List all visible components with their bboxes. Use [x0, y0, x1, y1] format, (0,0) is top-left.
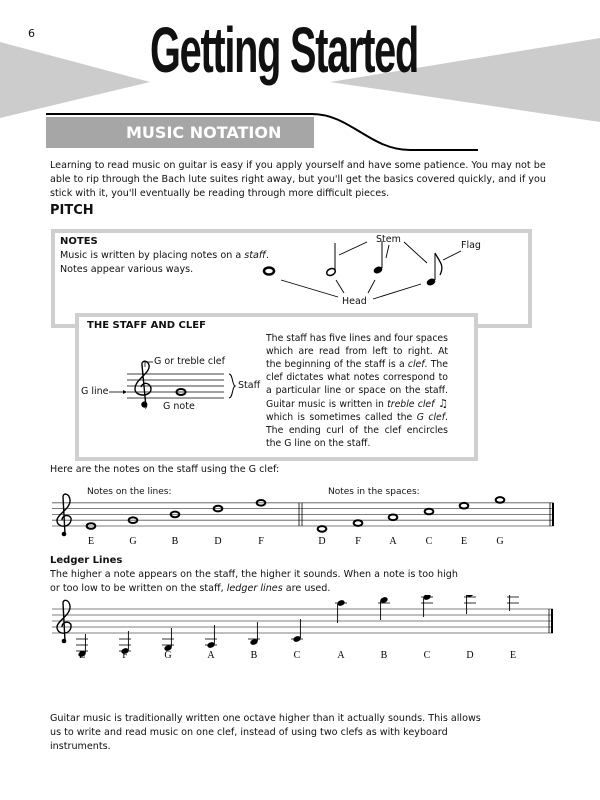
intro-paragraph: Learning to read music on guitar is easy if you apply yourself and have some patience. You may not be able to rip through the Bach lute suites right away, but you'll get the basics covered quickly, and if you stick with it, you'll eventually be reading through more difficult pieces. — [50, 160, 546, 199]
flag-icon — [435, 253, 442, 275]
notes-heading: NOTES — [60, 236, 98, 247]
head-label: Head — [342, 296, 367, 307]
g-note-label: G note — [163, 401, 195, 412]
note-label: A — [337, 650, 345, 661]
staff-clef-heading: THE STAFF AND CLEF — [87, 320, 206, 331]
note-label: E — [78, 650, 86, 661]
note-label: C — [293, 650, 301, 661]
note-label: E — [509, 650, 517, 661]
inline-treble-clef-icon: ♫ — [434, 397, 449, 410]
staff-and-clef-box — [75, 313, 478, 461]
note-label: G — [164, 650, 172, 661]
whole-note-icon — [264, 268, 274, 275]
note-label: F — [122, 650, 128, 661]
whole-note — [354, 520, 363, 526]
note-label: C — [423, 650, 431, 661]
ledger-staff — [0, 595, 600, 670]
text-em: treble clef — [387, 399, 435, 410]
note-label: F — [355, 536, 361, 547]
text: . The ending curl of the clef encircles the G line on the staff. — [266, 412, 448, 449]
spaces-label: Notes in the spaces: — [328, 487, 420, 497]
text: The higher a note appears on the staff, the higher it sounds. When a note is too high or too low to be written on the staff, — [50, 569, 458, 594]
staff-clef-paragraph — [266, 332, 448, 450]
left-banner-shape — [0, 42, 150, 118]
note-label: C — [425, 536, 433, 547]
text-em: G clef — [416, 412, 446, 423]
whole-note — [389, 515, 398, 521]
text: . — [265, 250, 269, 261]
note-label: A — [389, 536, 397, 547]
text: The staff has five lines and four spaces which are read from left to right. At the beginning of the staff is a — [266, 333, 448, 370]
note-types-diagram — [55, 233, 530, 325]
note-label: G — [129, 536, 137, 547]
note-label: D — [318, 536, 326, 547]
note-label: G — [496, 536, 504, 547]
staff-label: Staff — [238, 380, 261, 391]
note-label: D — [214, 536, 222, 547]
note-label: D — [466, 650, 474, 661]
page-title: Getting Started — [150, 14, 418, 86]
ledger-paragraph — [50, 568, 470, 596]
text-em: clef — [407, 359, 425, 370]
note-label: B — [171, 536, 179, 547]
note-label: B — [380, 650, 388, 661]
text: . The clef dictates what notes correspond to a particular line or space on the staff. Guitar music is written in — [266, 359, 448, 410]
g-line-label: G line — [81, 386, 109, 397]
flag-label: Flag — [461, 240, 481, 251]
whole-note — [460, 503, 469, 509]
g-clef-label: G or treble clef — [154, 356, 225, 367]
text: are used. — [282, 583, 331, 594]
lines-label: Notes on the lines: — [87, 487, 172, 497]
text-em: staff — [244, 250, 266, 261]
clef-dot — [62, 639, 67, 644]
outro-paragraph: Guitar music is traditionally written one octave higher than it actually sounds. This allows us to write and read music on one clef, instead of using two clefs as with keyboard instruments. — [50, 713, 481, 752]
note-label: F — [258, 536, 264, 547]
ledger-heading: Ledger Lines — [50, 555, 123, 566]
text-em: ledger lines — [226, 583, 283, 594]
stem-label: Stem — [376, 234, 401, 245]
notes-text-2: Notes appear various ways. — [60, 264, 194, 275]
text: which is sometimes called the — [266, 412, 417, 423]
whole-note — [318, 526, 327, 532]
whole-note — [425, 509, 434, 515]
staff-intro: Here are the notes on the staff using the G clef: — [50, 464, 280, 475]
pitch-heading: PITCH — [50, 203, 94, 218]
note-label: E — [460, 536, 468, 547]
text: Music is written by placing notes on a — [60, 250, 245, 261]
notes-staff — [0, 490, 600, 550]
page-number: 6 — [28, 27, 35, 40]
note-label: B — [250, 650, 258, 661]
section-heading: MUSIC NOTATION — [46, 117, 314, 148]
note-label: A — [207, 650, 215, 661]
note-label: E — [87, 536, 95, 547]
whole-note — [496, 497, 505, 503]
clef-dot — [62, 532, 67, 537]
treble-clef-icon — [135, 361, 151, 407]
